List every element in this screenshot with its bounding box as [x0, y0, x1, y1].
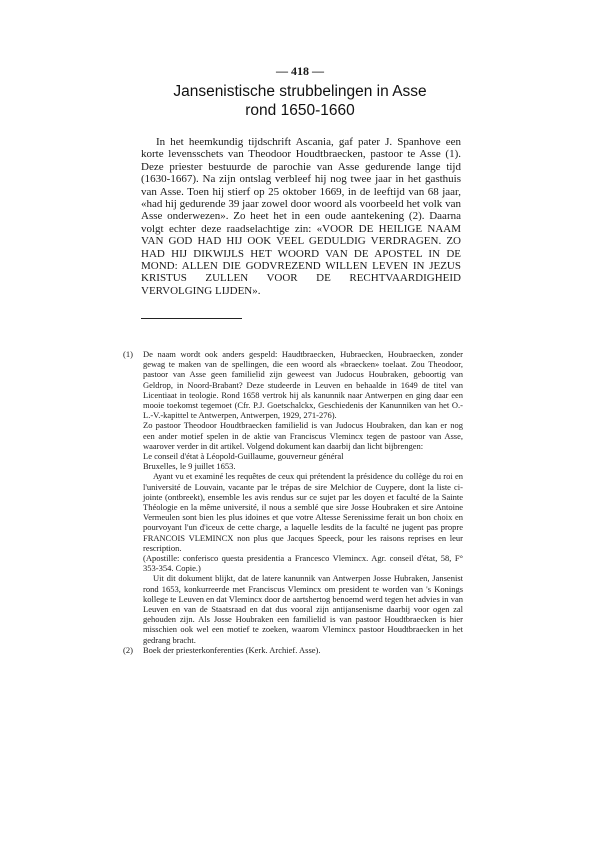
- footnote-divider: [141, 318, 242, 319]
- footnote-paragraph: Boek der priesterkonferenties (Kerk. Archief. Asse).: [143, 644, 321, 655]
- footnote-2: [123, 645, 463, 655]
- footnote-number: (1): [123, 349, 133, 359]
- body-paragraph: In het heemkundig tijdschrift Ascania, gaf pater J. Spanhove een korte levensschets van Theodoor Houdtbraecken, pastoor te Asse (1). Deze priester bestuurde de parochie van Asse gedurende lange tijd (1630-1667). Na zijn ontslag verbleef hij nog twee jaar in het gasthuis van Asse. Toen hij stierf op 25 oktober 1669, in de leeftijd van 68 jaar, «had hij gedurende 39 jaar zowel door woord als voorbeeld het volk van Asse onderwezen». Zo heet het in een oude aantekening (2). Daarna volgt echter deze raadselachtige zin: «VOOR DE HEILIGE NAAM VAN GOD HAD HIJ OOK VEEL GEDULDIG VERDRAGEN. ZO HAD HIJ DIKWIJLS HET WOORD VAN DE APOSTEL IN DE MOND: ALLEN DIE GODVREZEND WILLEN LEVEN IN JEZUS KRISTUS ZULLEN VOOR DE RECHTVAARDIGHEID VERVOLGING LIJDEN».: [141, 136, 461, 297]
- footnote-text: [143, 645, 463, 655]
- footnote-text: [143, 349, 463, 645]
- title-line-2: rond 1650-1660: [245, 102, 355, 119]
- article-title: [120, 82, 480, 120]
- footnote-number: (2): [123, 644, 133, 655]
- footnotes: [123, 349, 463, 655]
- footnote-paragraph: Le conseil d'état à Léopold-Guillaume, gouverneur général: [143, 451, 344, 462]
- footnote-paragraph: Ayant vu et examiné les requêtes de ceux qui prétendent la présidence du collège du roi en l'université de Louvain, vacante par le trépas de sire Melchior de Cuypere, dont la liste ci-jointe (ontbreekt), ensemble les avis rendus sur ce sujet par les doyen et faculté de la Sainte Théologie en la même université, il nous a semblé que sire Josse Houbraken et sire Antoine Vermeulen sont bien les plus idoines et que votre Altesse Serenissime ferait un bon choix en pourvoyant l'un d'iceux de cette charge, a laquelle lesdits de la faculté ne jugent pas propre FRANCOIS VLEMINCX non plus que Jacques Speeck, pour les raisons reprises en leur rescription.: [143, 471, 463, 553]
- article-body: [141, 136, 461, 297]
- footnote-paragraph: Zo pastoor Theodoor Houdtbraecken familielid is van Judocus Houbraken, dan kan er nog een ander motief spelen in de aktie van Franciscus Vlemincx tegen de pastoor van Asse, waarover verder in dit artikel. Volgend dokument kan daarbij dan licht bijbrengen:: [143, 420, 463, 451]
- footnote-paragraph: Bruxelles, le 9 juillet 1653.: [143, 461, 236, 472]
- footnote-paragraph: (Apostille: conferisco questa presidentia a Francesco Vlemincx. Agr. conseil d'état, 58, F° 353-354. Copie.): [143, 553, 463, 574]
- footnote-paragraph: Uit dit dokument blijkt, dat de latere kanunnik van Antwerpen Josse Hubraken, Jansenist rond 1653, konkurreerde met Franciscus Vlemincx om president te worden van 's Konings kollege te Leuven en dat Vlemincx door de aartshertog benoemd werd tegen het advies in van Leuven en van de Staatsraad en dat dus vooral zijn antijansenisme daarbij voor ogen zal gehouden zijn. Als Josse Houbraken een familielid is van pastoor Houdtbraecken is hier misschien ook wel een motief te zoeken, waarom Vlemincx pastoor Houdtbraecken in het gedrang bracht.: [143, 573, 463, 645]
- footnote-1: [123, 349, 463, 645]
- title-line-1: Jansenistische strubbelingen in Asse: [173, 83, 427, 100]
- page-number: — 418 —: [276, 64, 324, 78]
- footnote-paragraph: De naam wordt ook anders gespeld: Haudtbraecken, Hubraecken, Houbraecken, zonder gewag te maken van de spellingen, die een woord als «braecken» toelaat. Zou Theodoor, pastoor van Asse geen familielid zijn geweest van Judocus Houbraken, geboortig van Geldrop, in Noord-Brabant? Deze studeerde in Leuven en behaalde in 1649 de titel van Licentiaat in teologie. Rond 1658 vertrok hij als kanunnik naar Antwerpen en ging daar een mooie toekomst tegemoet (Cfr. P.J. Goetschalckx, Geschiedenis der Kanunniken van het O.-L.-V.-kapittel te Antwerpen, Antwerpen, 1929, 271-276).: [143, 349, 463, 421]
